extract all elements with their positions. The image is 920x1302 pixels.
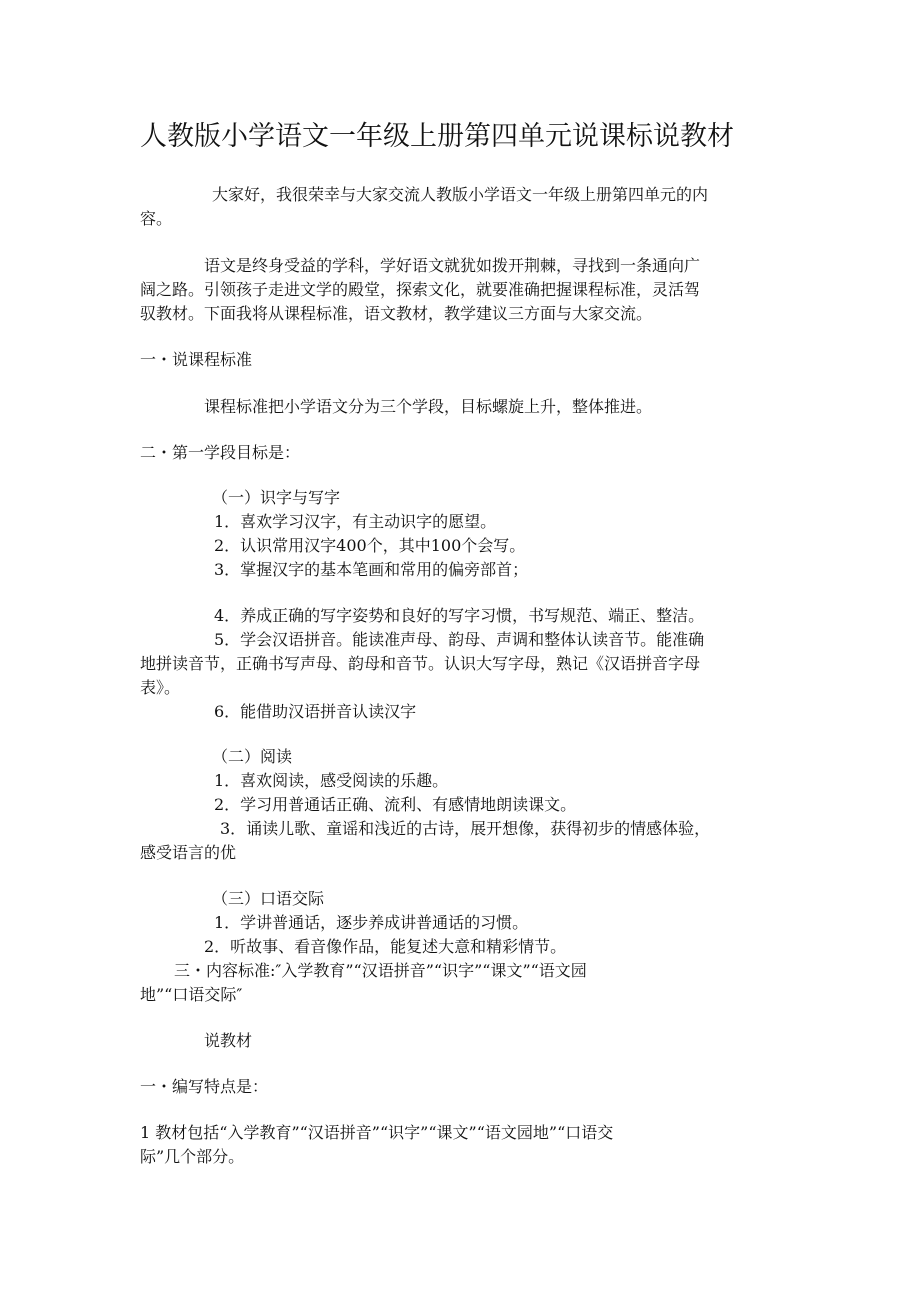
subsection-heading: （三）口语交际	[212, 889, 325, 908]
list-item: 5．学会汉语拼音。能读准声母、韵母、声调和整体认读音节。能准确	[214, 630, 705, 649]
list-item: 3．掌握汉字的基本笔画和常用的偏旁部首；	[214, 560, 529, 579]
section-heading-continued: 地”“口语交际″	[140, 985, 243, 1004]
list-item: 1．喜欢学习汉字，有主动识字的愿望。	[214, 512, 497, 531]
document-title: 人教版小学语文一年级上册第四单元说课标说教材	[140, 121, 734, 152]
paragraph-line: 课程标准把小学语文分为三个学段，目标螺旋上升，整体推进。	[204, 397, 653, 416]
list-item-continued: 表》。	[140, 678, 181, 697]
section-heading: 一・编写特点是：	[140, 1077, 269, 1096]
section-heading: 二・第一学段目标是：	[140, 443, 301, 462]
section-heading: 一・说课程标准	[140, 350, 253, 369]
list-item: 6．能借助汉语拼音认读汉字	[214, 702, 417, 721]
section-heading: 三・内容标准:″入学教育”“汉语拼音”“识字”“课文”“语文园	[174, 961, 587, 980]
intro-line-2: 容。	[140, 209, 173, 228]
subsection-heading: （一）识字与写字	[212, 488, 341, 507]
subsection-heading: （二）阅读	[212, 747, 293, 766]
list-item: 1．学讲普通话，逐步养成讲普通话的习惯。	[214, 913, 529, 932]
list-item: 2．认识常用汉字400个，其中100个会写。	[214, 536, 526, 555]
list-item: 4．养成正确的写字姿势和良好的写字习惯，书写规范、端正、整洁。	[214, 606, 705, 625]
intro-line-1: 大家好，我很荣幸与大家交流人教版小学语文一年级上册第四单元的内	[212, 185, 709, 204]
list-item: 2．学习用普通话正确、流利、有感情地朗读课文。	[214, 795, 577, 814]
list-item-continued: 地拼读音节，正确书写声母、韵母和音节。认识大写字母，熟记《汉语拼音字母	[140, 654, 701, 673]
paragraph-line: 1 教材包括“入学教育”“汉语拼音”“识字”“课文”“语文园地”“口语交	[140, 1123, 614, 1142]
list-item: 3．诵读儿歌、童谣和浅近的古诗，展开想像，获得初步的情感体验，	[220, 819, 711, 838]
paragraph-line: 语文是终身受益的学科，学好语文就犹如拨开荆棘，寻找到一条通向广	[204, 256, 701, 275]
list-item: 1．喜欢阅读，感受阅读的乐趣。	[214, 771, 449, 790]
list-item-continued: 感受语言的优	[140, 843, 237, 862]
paragraph-line: 驭教材。下面我将从课程标准，语文教材，教学建议三方面与大家交流。	[140, 304, 653, 323]
paragraph-line: 际”几个部分。	[140, 1147, 245, 1166]
part-heading: 说教材	[204, 1031, 253, 1050]
paragraph-line: 阔之路。引领孩子走进文学的殿堂，探索文化，就要准确把握课程标准，灵活驾	[140, 280, 701, 299]
list-item: 2．听故事、看音像作品，能复述大意和精彩情节。	[204, 937, 567, 956]
